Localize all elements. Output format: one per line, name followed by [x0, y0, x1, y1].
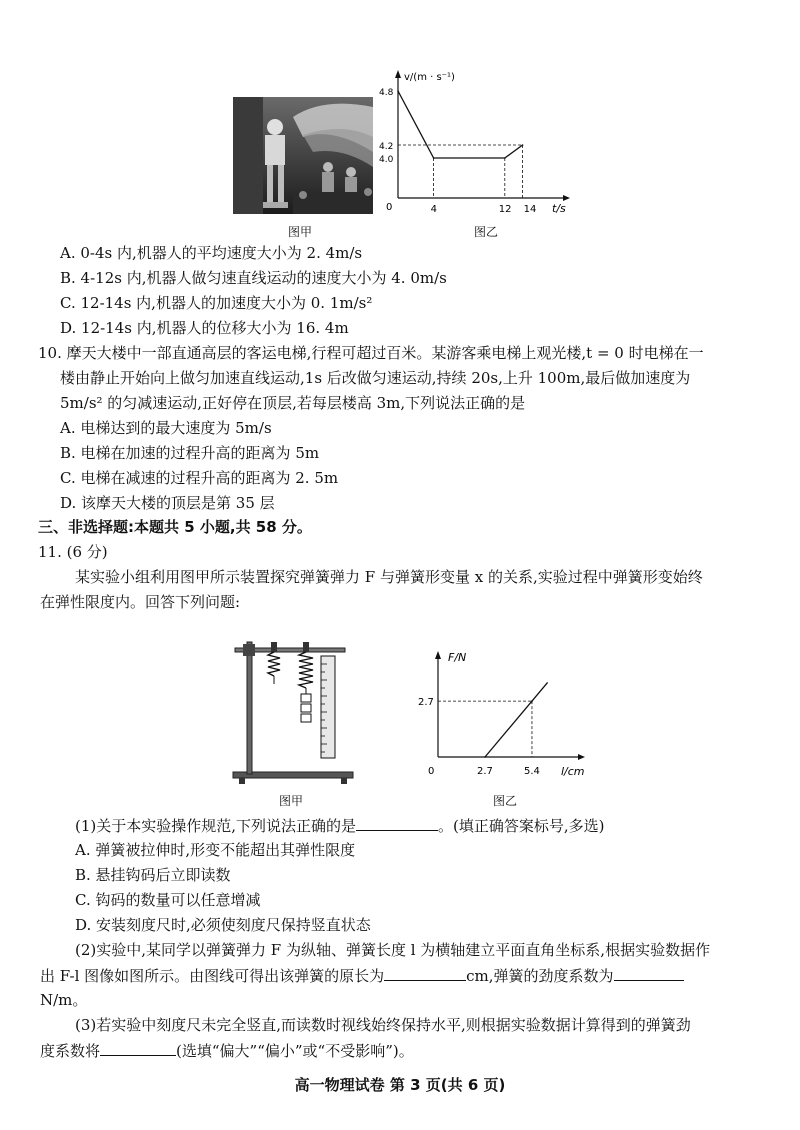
- q11-part2-line-2: [40, 964, 684, 987]
- q11-part1-option-b: B. 悬挂钩码后立即读数: [75, 866, 231, 884]
- q11-number: 11. (6 分): [38, 543, 108, 561]
- vt-x-axis-arrow: [563, 195, 570, 201]
- q10-option-b: B. 电梯在加速的过程升高的距离为 5m: [60, 444, 320, 462]
- q11-part3-answer-blank[interactable]: [100, 1039, 176, 1056]
- fl-y-tick-label: 2.7: [418, 697, 434, 709]
- fl-x-axis-arrow: [578, 754, 585, 760]
- fl-x-axis-label: l/cm: [561, 765, 585, 778]
- velocity-time-graph: [378, 66, 578, 216]
- fl-origin-label: 0: [428, 766, 435, 777]
- fl-series-line: [485, 682, 548, 757]
- fl-data-point: [484, 756, 486, 758]
- q11-part2-stiffness-blank[interactable]: [614, 964, 684, 981]
- q11-part1-option-a: A. 弹簧被拉伸时,形变不能超出其弹性限度: [75, 841, 356, 859]
- vt-x-tick-label: 12: [498, 204, 512, 215]
- fl-data-point: [531, 700, 533, 702]
- photo-caption: 图甲: [288, 225, 313, 239]
- vt-y-tick-label: 4.0: [379, 155, 394, 165]
- force-length-graph: [418, 645, 593, 785]
- q11-part3-line-1: (3)若实验中刻度尺未完全竖直,而读数时视线始终保持水平,则根据实验数据计算得到的弹簧劲: [75, 1016, 691, 1034]
- q9-option-a: A. 0-4s 内,机器人的平均速度大小为 2. 4m/s: [60, 244, 363, 262]
- q11-part3-line-2: [40, 1039, 414, 1062]
- q11-part2-line-1: (2)实验中,某同学以弹簧弹力 F 为纵轴、弹簧长度 l 为横轴建立平面直角坐标系,根据实验数据作: [75, 941, 711, 959]
- q11-part2-text-b: cm,弹簧的劲度系数为: [466, 967, 614, 985]
- q10-option-c: C. 电梯在减速的过程升高的距离为 2. 5m: [60, 469, 339, 487]
- vt-series-segment: [398, 91, 434, 158]
- q11-intro-line-2: 在弹性限度内。回答下列问题:: [40, 593, 241, 611]
- fig-b-caption: 图乙: [493, 794, 518, 808]
- q11-intro-line-1: 某实验小组利用图甲所示装置探究弹簧弹力 F 与弹簧形变量 x 的关系,实验过程中弹簧形变始终: [75, 568, 703, 586]
- q11-part2-text-a: 出 F-l 图像如图所示。由图线可得出该弹簧的原长为: [40, 967, 385, 985]
- fl-x-tick-label: 2.7: [476, 766, 493, 777]
- q10-stem-line-1: 10. 摩天大楼中一部直通高层的客运电梯,行程可超过百米。某游客乘电梯上观光楼,t = 0 时电梯在一: [38, 344, 704, 362]
- vt-y-tick-label: 4.8: [379, 88, 394, 98]
- q11-part2-length-blank[interactable]: [384, 964, 466, 981]
- q11-part1-answer-blank[interactable]: [356, 814, 438, 831]
- fl-x-tick-label: 5.4: [523, 766, 540, 777]
- vt-data-point: [522, 144, 524, 146]
- q10-stem-line-3: 5m/s² 的匀减速运动,正好停在顶层,若每层楼高 3m,下列说法正确的是: [60, 394, 526, 412]
- q9-option-d: D. 12-14s 内,机器人的位移大小为 16. 4m: [60, 319, 349, 337]
- q10-stem-line-2: 楼由静止开始向上做匀加速直线运动,1s 后改做匀速运动,持续 20s,上升 100m,最后做加速度为: [60, 369, 691, 387]
- section-3-heading: 三、非选择题:本题共 5 小题,共 58 分。: [38, 518, 312, 536]
- graph-caption: 图乙: [474, 225, 499, 239]
- q9-option-c: C. 12-14s 内,机器人的加速度大小为 0. 1m/s²: [60, 294, 373, 312]
- vt-y-axis-arrow: [395, 70, 401, 78]
- q11-part2-line-3: N/m。: [40, 991, 88, 1009]
- spring-apparatus-figure: [225, 620, 360, 785]
- page-footer: 高一物理试卷 第 3 页(共 6 页): [294, 1076, 506, 1094]
- vt-x-axis-label: t/s: [552, 202, 566, 215]
- q11-part1-text: (1)关于本实验操作规范,下列说法正确的是: [75, 817, 357, 835]
- q10-option-a: A. 电梯达到的最大速度为 5m/s: [60, 419, 272, 437]
- q11-part1-option-d: D. 安装刻度尺时,必须使刻度尺保持竖直状态: [75, 916, 371, 934]
- q9-option-b: B. 4-12s 内,机器人做匀速直线运动的速度大小为 4. 0m/s: [60, 269, 447, 287]
- vt-data-point: [504, 157, 506, 159]
- q11-part1-instruction: 。(填正确答案标号,多选): [438, 817, 605, 835]
- vt-x-tick-label: 14: [523, 204, 537, 215]
- vt-y-axis-label: v/(m · s⁻¹): [404, 72, 455, 83]
- q11-part3-text-b: (选填“偏大”“偏小”或“不受影响”)。: [176, 1042, 414, 1060]
- fl-y-axis-arrow: [435, 651, 441, 659]
- q11-part1-option-c: C. 钩码的数量可以任意增减: [75, 891, 261, 909]
- fl-y-axis-label: F/N: [448, 651, 467, 664]
- vt-data-point: [397, 90, 399, 92]
- q10-option-d: D. 该摩天大楼的顶层是第 35 层: [60, 494, 275, 512]
- q11-part3-text-a: 度系数将: [40, 1042, 101, 1060]
- vt-origin-label: 0: [386, 202, 393, 213]
- q11-part1-line: [75, 814, 605, 837]
- vt-data-point: [433, 157, 435, 159]
- vt-series-segment: [505, 145, 523, 158]
- fig-a-caption: 图甲: [279, 794, 304, 808]
- robot-dance-photo: [233, 97, 373, 214]
- vt-x-tick-label: 4: [430, 204, 437, 215]
- vt-y-tick-label: 4.2: [379, 142, 394, 152]
